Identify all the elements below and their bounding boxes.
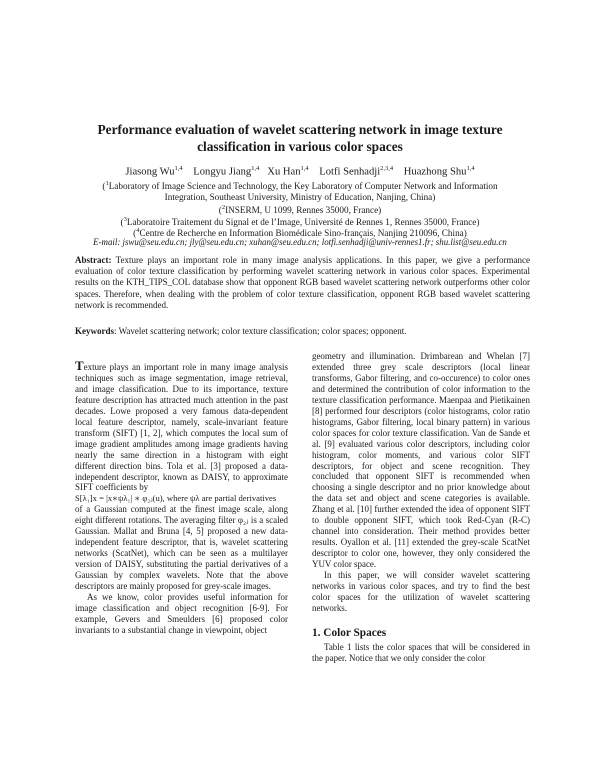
right-column <box>312 351 530 614</box>
paragraph: of a Gaussian computed at the finest image scale, along eight different rotations. The averaging filter φ₂ⱼ is a scaled Gaussian. Mallat and Bruna [4, 5] proposed a new data-independent feature descriptor, that is, wavelet scattering networks (ScatNet), which can be seen as a multilayer version of DAISY, substituting the partial derivatives of a Gaussian by complex wavelets. Note that the above descriptors are mainly proposed for grey-scale images. <box>75 504 288 592</box>
affil-text: Laboratoire Traitement du Signal et de l’Image, Université de Rennes 1, Rennes 35000, France) <box>126 217 480 228</box>
author-list <box>40 162 560 179</box>
author-affil-sup: 1,4 <box>251 165 260 172</box>
affiliation-4: ($^4$Centre de Recherche en Information Biomédicale Sino-français, Nanjing 210096, China) <box>133 227 467 239</box>
paragraph: geometry and illumination. Drimbarean and Whelan [7] extended three grey scale descriptors (local linear transforms, Gabor filtering, and co-occurence) to color ones and determined the contribution of color information to the texture classification performance. Maenpaa and Pietikainen [8] performed four descriptors (color histograms, color ratio histograms, Gabor filtering, local binary pattern) in various color spaces for color texture classification. Van de Sande et al. [9] evaluated various color descriptors, including color histogram, color moments, and various color SIFT descriptors, for object and scene recognition. They concluded that opponent SIFT is recommended when choosing a single descriptor and no prior knowledge about the data set and object and scene categories is available. Zhang et al. [10] further extended the idea of opponent SIFT to double opponent SIFT, which took Red-Cyan (R-C) channel into consideration. Their method provides better results. Oyallon et al. [11] extended the grey-scale ScatNet descriptor to color one, however, they only considered the YUV color space. <box>312 351 530 570</box>
author-name: Longyu Jiang <box>193 166 252 178</box>
drop-cap: T <box>75 358 84 373</box>
left-column <box>75 358 288 636</box>
author-affil-sup: 1,4 <box>174 165 183 172</box>
paper-title <box>60 121 540 155</box>
affil-sup: 4 <box>136 227 140 234</box>
affil-text: Laboratory of Image Science and Technology, the Key Laboratory of Computer Network and Information <box>108 181 498 192</box>
affil-text: INSERM, U 1099, Rennes 35000, France) <box>225 205 382 216</box>
paragraph: As we know, color provides useful information for image classification and object recognition [6-9]. For example, Gevers and Smeulders [6] proposed color invariants to a substantial change in viewpoint, object <box>75 592 288 635</box>
keywords <box>75 326 530 337</box>
author-name: Jiasong Wu <box>125 166 175 178</box>
affiliation-3: ($^3$Laboratoire Traitement du Signal et de l’Image, Université de Rennes 1, Rennes 35000, France) <box>120 216 480 228</box>
author-emails: E-mail: jswu@seu.edu.cn; jly@seu.edu.cn; xuhan@seu.edu.cn; lotfi.senhadji@univ-rennes1.fr; shu.list@seu.edu.cn <box>93 237 507 247</box>
inline-formula: S[λ₁]x = |x∗ψλ₁| ∗ φ₂ⱼ(u), where ψλ are partial derivatives <box>75 493 277 504</box>
author-affil-sup: 1,4 <box>300 165 309 172</box>
paragraph: In this paper, we will consider wavelet scattering networks in various color spaces, and try to find the best color spaces for the utilization of wavelet scattering networks. <box>312 570 530 613</box>
keywords-label: Keywords <box>75 326 114 336</box>
title-line-2: classification in various color spaces <box>197 139 403 154</box>
abstract <box>75 255 530 311</box>
title-line-1: Performance evaluation of wavelet scattering network in image texture <box>97 122 503 137</box>
abstract-text: Texture plays an important role in many image analysis applications. In this paper, we give a performance evaluation of color texture classification by performing wavelet scattering network in various color spaces. Experimental results on the KTH_TIPS_COL database show that opponent RGB based wavelet scattering network outperforms other color spaces. Therefore, when dealing with the problem of color texture classification, opponent RGB based wavelet scattering network is recommended. <box>75 255 530 310</box>
affil-sup: 2 <box>221 204 226 211</box>
affil-text: Centre de Recherche en Information Biomédicale Sino-français, Nanjing 210096, China) <box>139 228 467 239</box>
paragraph <box>75 358 288 493</box>
author-name: Huazhong Shu <box>403 166 467 178</box>
author-affil-sup: 2,3,4 <box>380 165 394 172</box>
section-heading: 1. Color Spaces <box>312 627 387 639</box>
affil-text: Integration, Southeast University, Ministry of Education, Nanjing, China) <box>164 192 436 203</box>
abstract-label: Abstract: <box>75 255 112 265</box>
author-affil-sup: 1,4 <box>466 165 475 172</box>
keywords-text: : Wavelet scattering network; color texture classification; color spaces; opponent. <box>114 326 407 336</box>
paragraph-text: exture plays an important role in many image analysis techniques such as image segmentation, image retrieval, and image classification. Due to its importance, texture feature description has attracted much attention in the past decades. Lowe proposed a very famous data-dependent local feature descriptor, namely, scale-invariant feature transform (SIFT) [1, 2], which computes the local sum of image gradient amplitudes among image gradients having nearly the same direction in a histogram with eight different direction bins. Tola et al. [3] proposed a data-independent descriptor, known as DAISY, to approximate SIFT coefficients by <box>75 362 288 493</box>
affil-sup: 3 <box>123 216 127 223</box>
section-paragraph: Table 1 lists the color spaces that will be considered in the paper. Notice that we only consider the color <box>312 642 530 663</box>
affil-sup: 1 <box>105 180 109 187</box>
affiliation-1: ($^1$Laboratory of Image Science and Technology, the Key Laboratory of Computer Network and Information Integration, Southeast University, Ministry of Education, Nanjing, China) <box>102 180 498 203</box>
author-name: Xu Han <box>267 166 301 178</box>
affiliation-2: ($^2$INSERM, U 1099, Rennes 35000, France) <box>218 204 382 216</box>
author-name: Lotfi Senhadji <box>319 166 381 178</box>
